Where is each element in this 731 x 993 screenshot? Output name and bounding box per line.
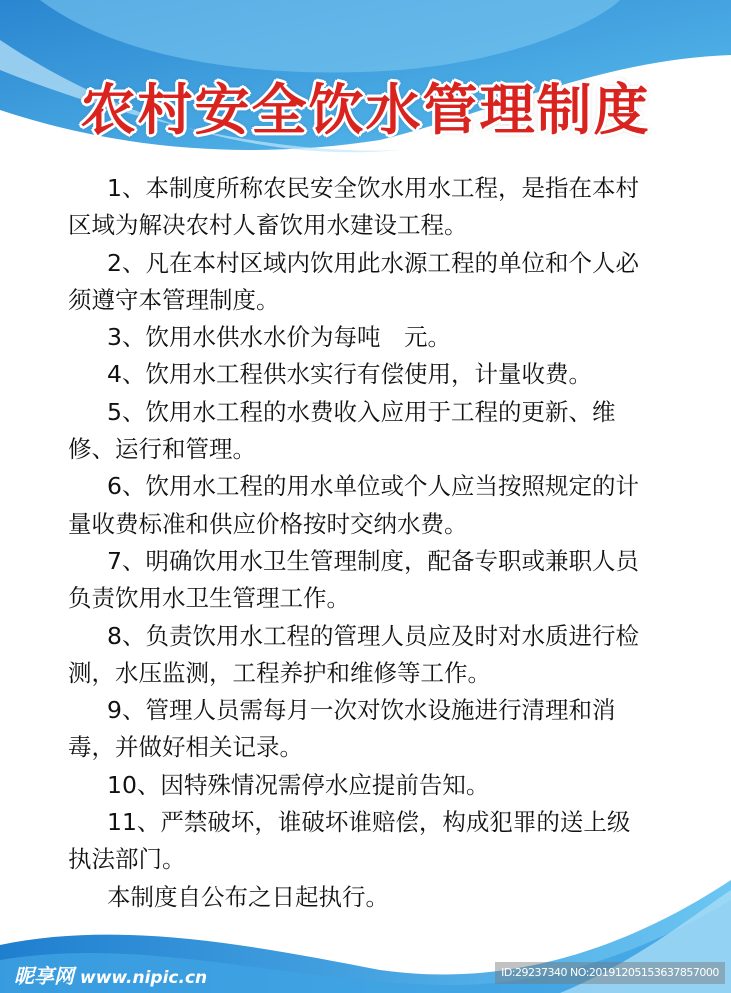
rule-line: 负责饮用水卫生管理工作。 — [68, 584, 350, 613]
watermark-brand-name: 昵享网 — [14, 964, 74, 988]
page-title: 农村安全饮水管理制度 — [80, 78, 651, 142]
rule-paragraph — [68, 879, 708, 916]
rule-line: 5、饮用水工程的水费收入应用于工程的更新、维 — [107, 397, 616, 426]
rules-body — [68, 170, 708, 916]
rule-line: 本制度自公布之日起执行。 — [107, 882, 389, 911]
rule-line: 量收费标准和供应价格按时交纳水费。 — [68, 509, 468, 538]
rule-paragraph — [68, 804, 708, 879]
rule-line: 3、饮用水供水水价为每吨 元。 — [107, 323, 451, 352]
rule-line: 1、本制度所称农民安全饮水用水工程，是指在本村 — [107, 174, 639, 202]
rule-line: 7、明确饮用水卫生管理制度，配备专职或兼职人员 — [107, 546, 639, 575]
rule-line: 9、管理人员需每月一次对饮水设施进行清理和消 — [107, 696, 616, 725]
rule-paragraph — [68, 468, 708, 543]
rule-paragraph — [68, 618, 708, 693]
rule-line: 8、负责饮用水工程的管理人员应及时对水质进行检 — [107, 621, 639, 650]
rule-paragraph — [68, 394, 708, 469]
rule-paragraph — [68, 356, 708, 393]
watermark-id: ID:29237340 NO:20191205153637857000 — [495, 962, 725, 984]
rule-line: 测，水压监测，工程养护和维修等工作。 — [68, 658, 491, 687]
rule-line: 须遵守本管理制度。 — [68, 285, 280, 314]
watermark-brand — [14, 960, 207, 989]
watermark-url: www.nipic.cn — [80, 968, 208, 988]
rule-paragraph — [68, 170, 708, 245]
rule-line: 毒，并做好相关记录。 — [68, 733, 303, 762]
rule-line: 修、运行和管理。 — [68, 435, 256, 464]
rule-paragraph — [68, 767, 708, 804]
rule-line: 区域为解决农村人畜饮用水建设工程。 — [68, 211, 468, 240]
rule-paragraph — [68, 692, 708, 767]
rule-line: 10、因特殊情况需停水应提前告知。 — [107, 770, 490, 799]
rule-paragraph — [68, 543, 708, 618]
rule-line: 2、凡在本村区域内饮用此水源工程的单位和个人必 — [107, 248, 639, 277]
rule-line: 11、严禁破坏，谁破坏谁赔偿，构成犯罪的送上级 — [107, 808, 631, 837]
rule-line: 6、饮用水工程的用水单位或个人应当按照规定的计 — [107, 472, 639, 501]
rule-line: 执法部门。 — [68, 845, 186, 874]
rule-paragraph — [68, 245, 708, 320]
rule-paragraph — [68, 319, 708, 356]
rule-line: 4、饮用水工程供水实行有偿使用，计量收费。 — [107, 360, 592, 389]
